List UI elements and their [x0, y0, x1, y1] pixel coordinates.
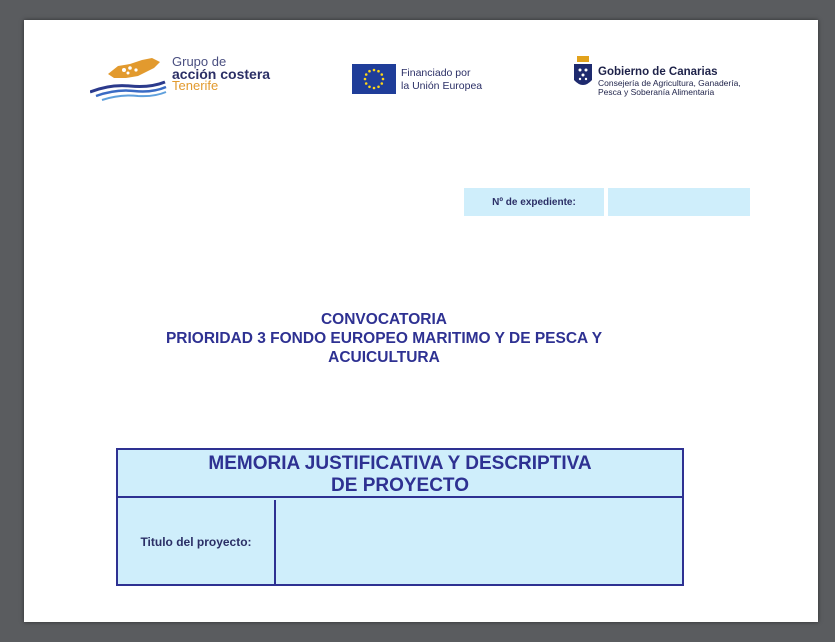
convocatoria-line3: ACUICULTURA — [328, 349, 440, 366]
memoria-title — [118, 450, 682, 498]
gobierno-canarias-logo — [570, 56, 770, 100]
titulo-proyecto-label: Titulo del proyecto: — [118, 500, 276, 584]
gac-line1: Grupo de — [172, 54, 227, 69]
memoria-table — [116, 448, 684, 586]
eu-funding-logo — [352, 64, 512, 96]
eu-flag-icon — [352, 64, 396, 94]
convocatoria-line1: CONVOCATORIA — [320, 311, 447, 328]
gac-line3: Tenerife — [172, 78, 219, 93]
eu-line2: la Unión Europea — [401, 80, 483, 92]
expediente-field[interactable] — [608, 188, 750, 216]
gobierno-sub2: Pesca y Soberanía Alimentaria — [598, 87, 715, 97]
convocatoria-heading — [104, 310, 664, 367]
expediente-label: Nº de expediente: — [464, 188, 604, 216]
eu-line1: Financiado por — [401, 67, 471, 79]
gobierno-sub1: Consejería de Agricultura, Ganadería, — [598, 78, 741, 88]
memoria-title-line2: DE PROYECTO — [331, 475, 469, 496]
gac-line2: acción costera — [172, 66, 271, 82]
document-page — [24, 20, 818, 622]
gac-emblem-icon — [90, 56, 170, 106]
convocatoria-line2: PRIORIDAD 3 FONDO EUROPEO MARITIMO Y DE PESCA Y — [165, 330, 603, 347]
gobierno-title: Gobierno de Canarias — [598, 66, 718, 78]
memoria-title-line1: MEMORIA JUSTIFICATIVA Y DESCRIPTIVA — [208, 453, 592, 474]
gac-tenerife-logo — [90, 56, 290, 106]
coat-of-arms-icon — [570, 56, 596, 92]
titulo-proyecto-field[interactable] — [276, 500, 682, 584]
